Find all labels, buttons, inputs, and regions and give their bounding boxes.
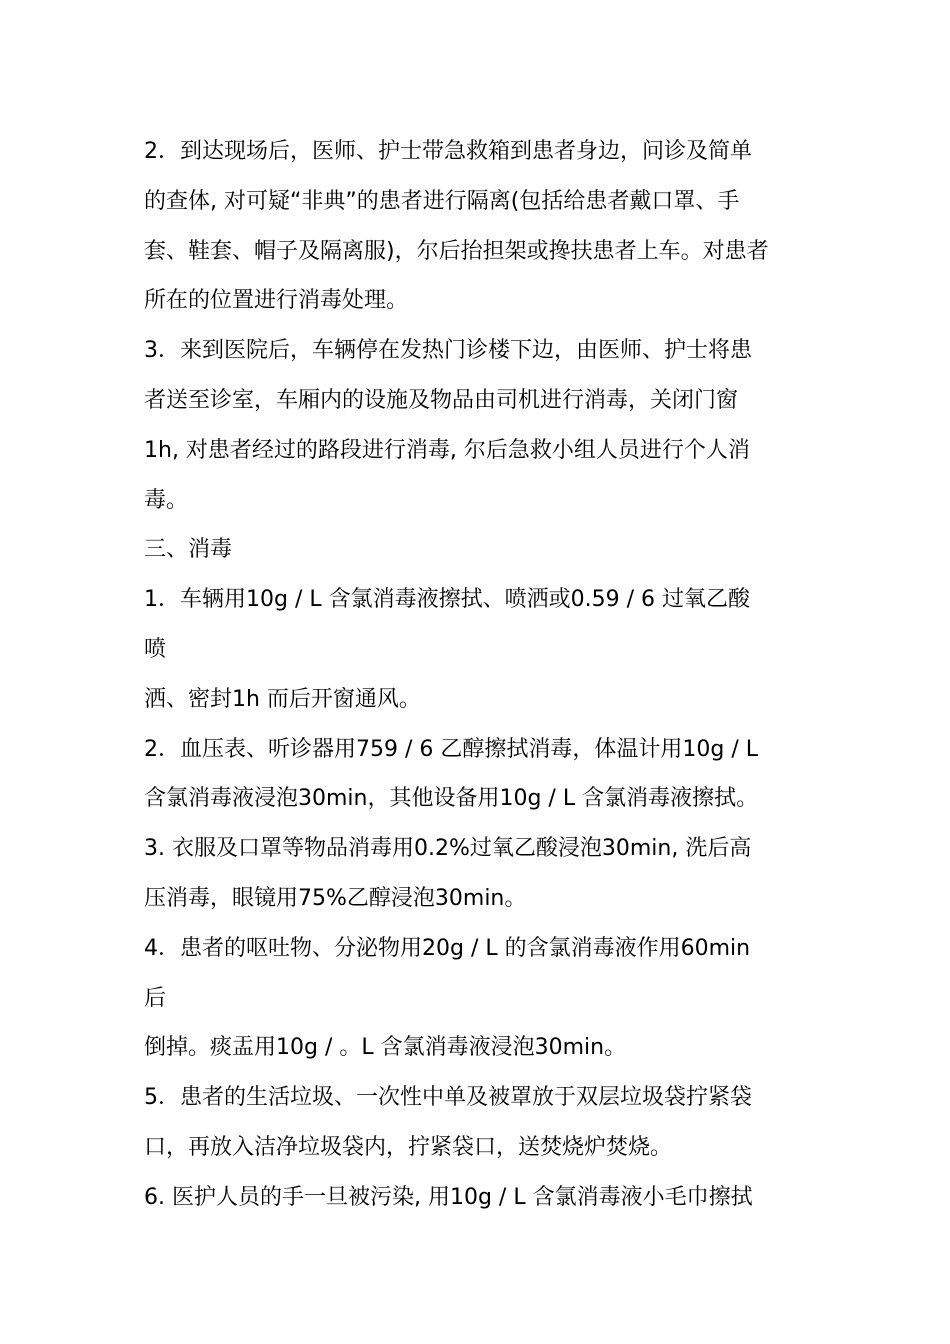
text-line: 3．来到医院后，车辆停在发热门诊楼下边，由医师、护士将患 [144,338,752,364]
text-line: 倒掉。痰盂用10g / 。L 含氯消毒液浸泡30min。 [144,1035,627,1061]
section-heading: 三、消毒 [144,537,233,563]
text-line: 洒、密封1h 而后开窗通风。 [144,686,421,712]
text-line: 6. 医护人员的手一旦被污染, 用10g / L 含氯消毒液小毛巾擦拭 [144,1184,753,1210]
text-line: 套、鞋套、帽子及隔离服)，尔后抬担架或搀扶患者上车。对患者 [144,238,769,264]
text-line: 2．到达现场后，医师、护士带急救箱到患者身边，问诊及简单 [144,139,752,164]
text-line: 4．患者的呕吐物、分泌物用20g / L 的含氯消毒液作用60min [144,935,751,961]
text-line: 压消毒，眼镜用75%乙醇浸泡30min。 [144,885,527,911]
text-line: 5．患者的生活垃圾、一次性中单及被罩放于双层垃圾袋拧紧袋 [144,1085,752,1111]
text-line: 毒。 [144,487,189,513]
text-line: 口，再放入洁净垃圾袋内，拧紧袋口，送焚烧炉焚烧。 [144,1134,673,1160]
text-line: 所在的位置进行消毒处理。 [144,288,409,314]
text-line: 2．血压表、听诊器用759 / 6 乙醇擦拭消毒，体温计用10g / L [144,736,758,762]
text-line: 喷 [144,636,167,662]
text-line: 含氯消毒液浸泡30min，其他设备用10g / L 含氯消毒液擦拭。 [144,786,759,812]
text-line: 的查体, 对可疑“非典”的患者进行隔离(包括给患者戴口罩、手 [144,188,740,214]
text-line: 者送至诊室，车厢内的设施及物品由司机进行消毒，关闭门窗 [144,387,739,413]
text-line: 1．车辆用10g / L 含氯消毒液擦拭、喷洒或0.59 / 6 过氧乙酸 [144,587,750,613]
text-line: 3. 衣服及口罩等物品消毒用0.2%过氧乙酸浸泡30min, 洗后高 [144,836,752,862]
text-line: 后 [144,985,167,1011]
text-line: 1h, 对患者经过的路段进行消毒, 尔后急救小组人员进行个人消 [144,437,750,463]
document-body [144,127,816,1223]
